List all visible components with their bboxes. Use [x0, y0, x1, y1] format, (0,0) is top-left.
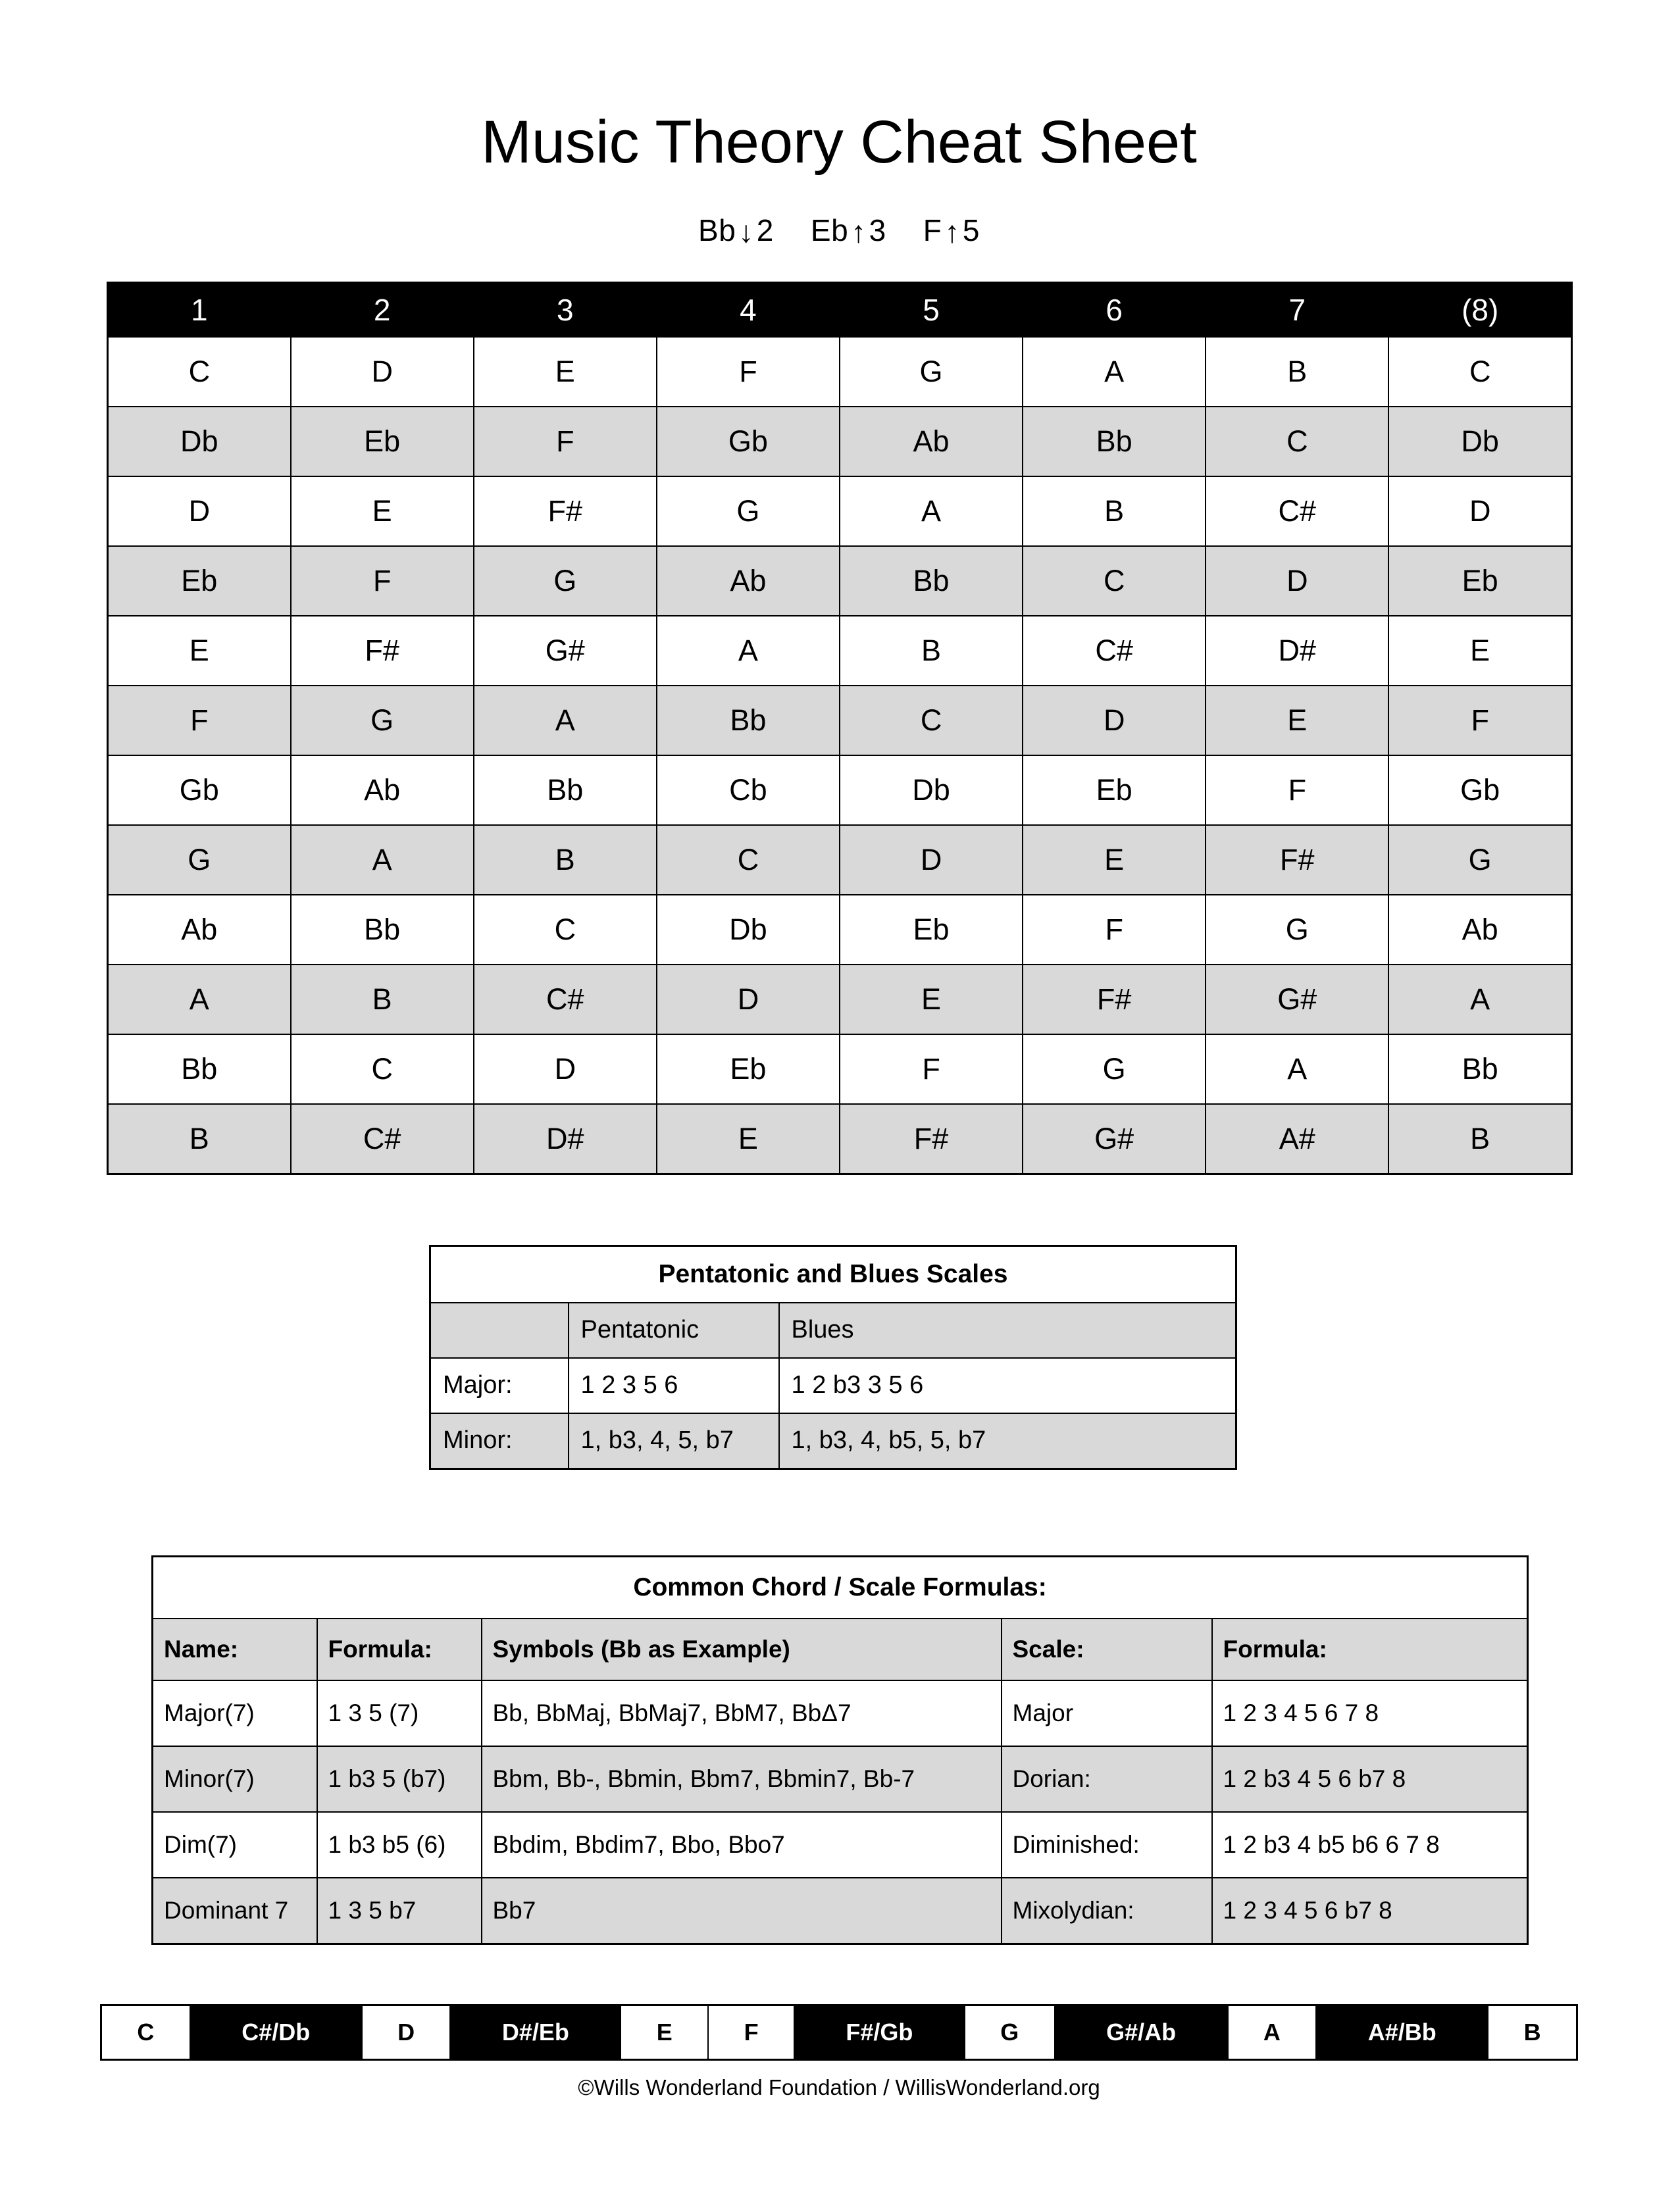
scale-note-cell: D: [657, 965, 840, 1034]
scale-note-cell: Cb: [657, 755, 840, 825]
pentatonic-column-header: Pentatonic: [569, 1303, 779, 1358]
scale-note-cell: E: [291, 476, 474, 546]
scale-note-cell: Ab: [108, 895, 291, 965]
scale-degree-header: 5: [840, 282, 1023, 337]
scale-note-cell: C#: [291, 1104, 474, 1174]
chord-symbols-cell: Bbm, Bb-, Bbmin, Bbm7, Bbmin7, Bb-7: [482, 1746, 1002, 1812]
scale-note-cell: F#: [1023, 965, 1206, 1034]
scale-note-cell: F#: [840, 1104, 1023, 1174]
chord-column-header: Symbols (Bb as Example): [482, 1619, 1002, 1680]
chord-symbols-cell: Bbdim, Bbdim7, Bbo, Bbo7: [482, 1812, 1002, 1878]
scale-note-cell: Bb: [1388, 1034, 1571, 1104]
blues-formula-cell: 1, b3, 4, b5, 5, b7: [779, 1413, 1236, 1469]
scale-note-cell: C#: [1023, 616, 1206, 686]
scale-note-cell: F#: [474, 476, 657, 546]
scale-note-cell: C#: [1206, 476, 1388, 546]
scale-table-body: [108, 337, 1572, 1174]
scale-note-cell: Gb: [657, 407, 840, 476]
scale-note-cell: A: [840, 476, 1023, 546]
table-row: [108, 337, 1572, 407]
scale-note-cell: F: [840, 1034, 1023, 1104]
table-row: [108, 825, 1572, 895]
scale-note-cell: A: [291, 825, 474, 895]
table-row: [108, 407, 1572, 476]
scale-note-cell: F#: [1206, 825, 1388, 895]
scale-note-cell: E: [108, 616, 291, 686]
chord-name-cell: Minor(7): [153, 1746, 317, 1812]
chord-column-header: Name:: [153, 1619, 317, 1680]
major-scale-degrees-table: [107, 282, 1573, 1175]
scale-name-cell: Major: [1002, 1680, 1212, 1746]
table-row: [153, 1878, 1528, 1944]
common-chord-scale-formulas-table: [151, 1555, 1527, 1945]
scale-note-cell: Eb: [1388, 546, 1571, 616]
scale-note-cell: B: [291, 965, 474, 1034]
chord-name-cell: Major(7): [153, 1680, 317, 1746]
pentatonic-table-title: Pentatonic and Blues Scales: [430, 1245, 1236, 1303]
table-row: [430, 1358, 1236, 1413]
chord-title-row: [153, 1556, 1528, 1619]
scale-note-cell: F: [1206, 755, 1388, 825]
scale-note-cell: A: [108, 965, 291, 1034]
arrow-up-icon: ↑: [851, 214, 867, 249]
piano-white-key[interactable]: F: [709, 2006, 795, 2059]
transposition-steps: 3: [869, 213, 886, 248]
scale-note-cell: C: [108, 337, 291, 407]
scale-note-cell: C: [1023, 546, 1206, 616]
chord-symbols-cell: Bb7: [482, 1878, 1002, 1944]
table-row: [430, 1413, 1236, 1469]
scale-note-cell: E: [657, 1104, 840, 1174]
scale-note-cell: E: [1388, 616, 1571, 686]
piano-black-key[interactable]: F#/Gb: [795, 2006, 965, 2059]
scale-note-cell: F#: [291, 616, 474, 686]
piano-black-key[interactable]: G#/Ab: [1055, 2006, 1229, 2059]
scale-note-cell: Eb: [1023, 755, 1206, 825]
blues-formula-cell: 1 2 b3 3 5 6: [779, 1358, 1236, 1413]
pentatonic-column-header: [430, 1303, 569, 1358]
table-row: [108, 1104, 1572, 1174]
piano-black-key[interactable]: A#/Bb: [1317, 2006, 1488, 2059]
scale-note-cell: D: [474, 1034, 657, 1104]
table-row: [108, 686, 1572, 755]
scale-note-cell: Bb: [291, 895, 474, 965]
scale-note-cell: B: [474, 825, 657, 895]
scale-note-cell: G: [657, 476, 840, 546]
pentatonic-row-label: Minor:: [430, 1413, 569, 1469]
chord-formula-cell: 1 b3 b5 (6): [317, 1812, 482, 1878]
scale-note-cell: D: [840, 825, 1023, 895]
piano-white-key[interactable]: D: [363, 2006, 451, 2059]
scale-note-cell: G: [291, 686, 474, 755]
scale-degree-header: 1: [108, 282, 291, 337]
scale-note-cell: F: [1388, 686, 1571, 755]
scale-note-cell: A#: [1206, 1104, 1388, 1174]
scale-note-cell: C: [840, 686, 1023, 755]
scale-note-cell: G#: [474, 616, 657, 686]
page-title: Music Theory Cheat Sheet: [481, 108, 1197, 176]
scale-degree-header: 2: [291, 282, 474, 337]
scale-note-cell: C#: [474, 965, 657, 1034]
scale-note-cell: B: [1388, 1104, 1571, 1174]
piano-white-key[interactable]: C: [102, 2006, 191, 2059]
scale-note-cell: Gb: [108, 755, 291, 825]
scale-note-cell: E: [1023, 825, 1206, 895]
scale-note-cell: A: [657, 616, 840, 686]
scale-note-cell: Bb: [1023, 407, 1206, 476]
scale-note-cell: G#: [1206, 965, 1388, 1034]
scale-note-cell: Eb: [291, 407, 474, 476]
scale-note-cell: C: [474, 895, 657, 965]
arrow-up-icon: ↑: [944, 214, 960, 249]
scale-formula-cell: 1 2 b3 4 5 6 b7 8: [1212, 1746, 1528, 1812]
chord-formula-cell: 1 3 5 (7): [317, 1680, 482, 1746]
chord-header-row: [153, 1619, 1528, 1680]
scale-note-cell: Eb: [108, 546, 291, 616]
scale-note-cell: B: [108, 1104, 291, 1174]
scale-note-cell: B: [840, 616, 1023, 686]
arrow-down-icon: ↓: [738, 214, 754, 249]
piano-white-key[interactable]: A: [1229, 2006, 1317, 2059]
scale-note-cell: D: [1388, 476, 1571, 546]
scale-note-cell: G: [108, 825, 291, 895]
footer-credit: ©Wills Wonderland Foundation / WillisWonderland.org: [578, 2074, 1100, 2099]
transposition-note: F: [923, 213, 942, 248]
scale-note-cell: Eb: [840, 895, 1023, 965]
piano-keyboard-strip: [100, 2004, 1578, 2061]
scale-note-cell: Eb: [657, 1034, 840, 1104]
scale-note-cell: C: [657, 825, 840, 895]
chord-name-cell: Dominant 7: [153, 1878, 317, 1944]
scale-note-cell: Db: [840, 755, 1023, 825]
transposition-item: [923, 213, 980, 248]
piano-white-key[interactable]: B: [1488, 2006, 1576, 2059]
chord-formula-cell: 1 3 5 b7: [317, 1878, 482, 1944]
table-row: [153, 1812, 1528, 1878]
scale-formula-cell: 1 2 3 4 5 6 b7 8: [1212, 1878, 1528, 1944]
scale-note-cell: Bb: [474, 755, 657, 825]
pentatonic-formula-cell: 1, b3, 4, 5, b7: [569, 1413, 779, 1469]
scale-note-cell: E: [1206, 686, 1388, 755]
scale-note-cell: Bb: [657, 686, 840, 755]
scale-note-cell: Ab: [657, 546, 840, 616]
scale-note-cell: Ab: [291, 755, 474, 825]
table-row: [108, 1034, 1572, 1104]
transposition-note: Bb: [698, 213, 736, 248]
scale-note-cell: F: [291, 546, 474, 616]
scale-note-cell: Bb: [108, 1034, 291, 1104]
table-row: [153, 1680, 1528, 1746]
scale-note-cell: Ab: [840, 407, 1023, 476]
chord-symbols-cell: Bb, BbMaj, BbMaj7, BbM7, BbΔ7: [482, 1680, 1002, 1746]
table-row: [108, 616, 1572, 686]
transposition-note: Eb: [810, 213, 849, 248]
chord-formula-cell: 1 b3 5 (b7): [317, 1746, 482, 1812]
scale-degree-header: (8): [1388, 282, 1571, 337]
scale-note-cell: F: [108, 686, 291, 755]
chord-table-title: Common Chord / Scale Formulas:: [153, 1556, 1528, 1619]
scale-note-cell: G: [474, 546, 657, 616]
scale-note-cell: Ab: [1388, 895, 1571, 965]
pentatonic-column-header: Blues: [779, 1303, 1236, 1358]
scale-note-cell: D: [108, 476, 291, 546]
pentatonic-formula-cell: 1 2 3 5 6: [569, 1358, 779, 1413]
piano-white-key[interactable]: E: [621, 2006, 709, 2059]
scale-note-cell: G: [1206, 895, 1388, 965]
transposition-steps: 5: [962, 213, 980, 248]
scale-note-cell: A: [474, 686, 657, 755]
scale-note-cell: D: [291, 337, 474, 407]
table-row: [108, 895, 1572, 965]
scale-note-cell: G: [840, 337, 1023, 407]
table-row: [108, 755, 1572, 825]
scale-note-cell: A: [1388, 965, 1571, 1034]
scale-table-header-row: [108, 282, 1572, 337]
scale-note-cell: D#: [474, 1104, 657, 1174]
transposition-item: [811, 213, 886, 248]
scale-degree-header: 7: [1206, 282, 1388, 337]
scale-note-cell: D#: [1206, 616, 1388, 686]
scale-note-cell: G#: [1023, 1104, 1206, 1174]
scale-name-cell: Dorian:: [1002, 1746, 1212, 1812]
scale-note-cell: D: [1023, 686, 1206, 755]
scale-note-cell: B: [1023, 476, 1206, 546]
scale-note-cell: G: [1388, 825, 1571, 895]
pentatonic-blues-table: [429, 1245, 1237, 1470]
chord-column-header: Formula:: [1212, 1619, 1528, 1680]
piano-black-key[interactable]: C#/Db: [191, 2006, 363, 2059]
transposition-item: [698, 213, 774, 248]
scale-note-cell: C: [1388, 337, 1571, 407]
scale-note-cell: B: [1206, 337, 1388, 407]
scale-note-cell: Bb: [840, 546, 1023, 616]
chord-name-cell: Dim(7): [153, 1812, 317, 1878]
table-row: [108, 546, 1572, 616]
scale-note-cell: Db: [108, 407, 291, 476]
chord-table-body: [153, 1556, 1528, 1944]
scale-note-cell: G: [1023, 1034, 1206, 1104]
table-row: [153, 1746, 1528, 1812]
scale-note-cell: D: [1206, 546, 1388, 616]
transposition-key-line: [0, 213, 1678, 248]
scale-name-cell: Mixolydian:: [1002, 1878, 1212, 1944]
scale-formula-cell: 1 2 3 4 5 6 7 8: [1212, 1680, 1528, 1746]
piano-black-key[interactable]: D#/Eb: [451, 2006, 621, 2059]
scale-degree-header: 6: [1023, 282, 1206, 337]
scale-note-cell: C: [291, 1034, 474, 1104]
table-row: [108, 965, 1572, 1034]
scale-formula-cell: 1 2 b3 4 b5 b6 6 7 8: [1212, 1812, 1528, 1878]
pentatonic-header-row: [430, 1303, 1236, 1358]
scale-degree-header: 4: [657, 282, 840, 337]
scale-degree-header: 3: [474, 282, 657, 337]
scale-note-cell: F: [657, 337, 840, 407]
scale-note-cell: A: [1023, 337, 1206, 407]
scale-name-cell: Diminished:: [1002, 1812, 1212, 1878]
piano-white-key[interactable]: G: [965, 2006, 1055, 2059]
transposition-steps: 2: [756, 213, 774, 248]
scale-note-cell: C: [1206, 407, 1388, 476]
scale-note-cell: E: [840, 965, 1023, 1034]
pentatonic-table-body: [430, 1245, 1236, 1469]
scale-note-cell: Db: [1388, 407, 1571, 476]
scale-note-cell: A: [1206, 1034, 1388, 1104]
chord-column-header: Scale:: [1002, 1619, 1212, 1680]
scale-note-cell: F: [1023, 895, 1206, 965]
pentatonic-row-label: Major:: [430, 1358, 569, 1413]
pentatonic-title-row: [430, 1245, 1236, 1303]
scale-note-cell: E: [474, 337, 657, 407]
scale-note-cell: Db: [657, 895, 840, 965]
cheat-sheet-page: [0, 41, 1678, 2212]
chord-column-header: Formula:: [317, 1619, 482, 1680]
scale-note-cell: F: [474, 407, 657, 476]
table-row: [108, 476, 1572, 546]
scale-note-cell: Gb: [1388, 755, 1571, 825]
